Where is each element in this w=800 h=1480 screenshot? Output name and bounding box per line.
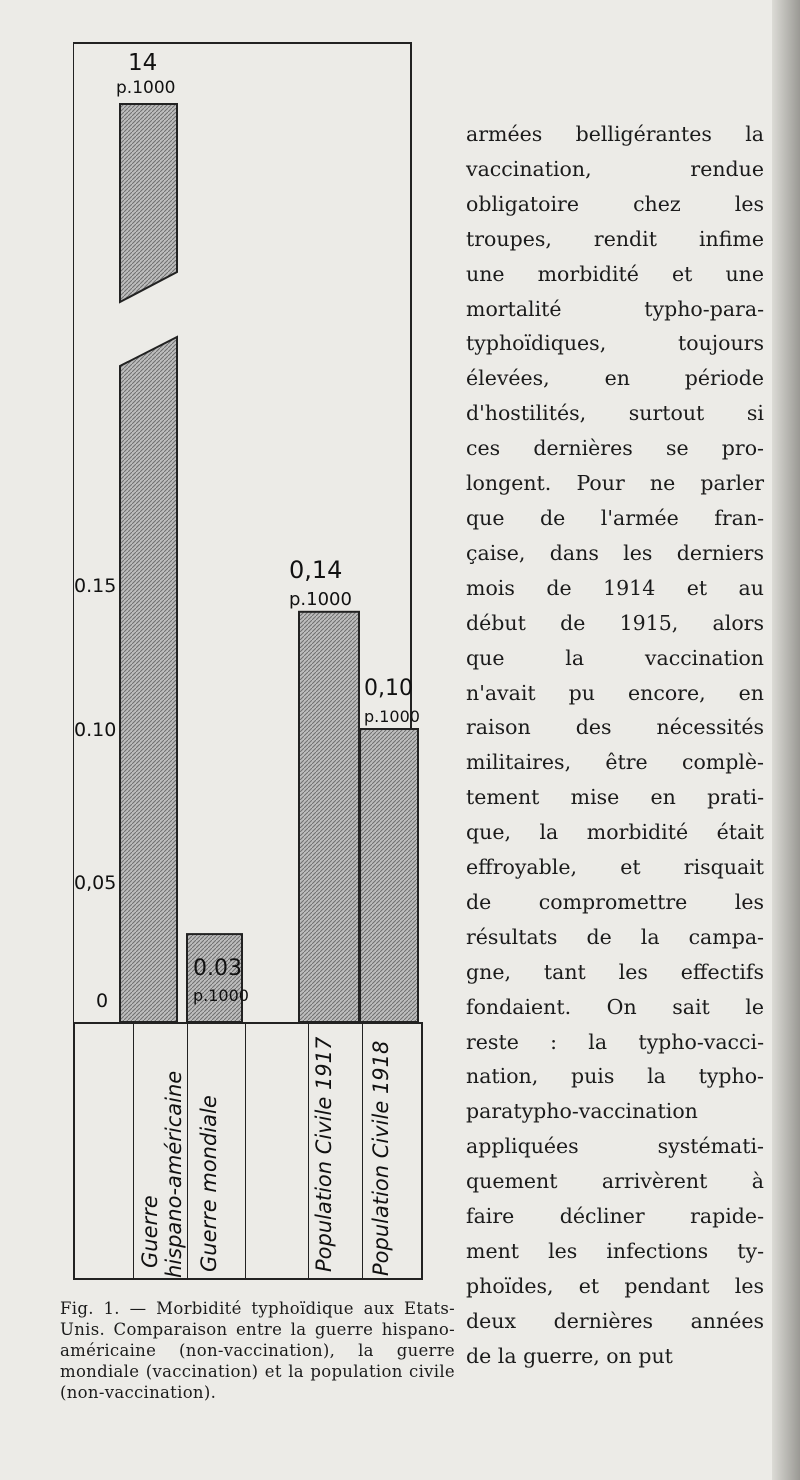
bar-civile-1918 [360, 729, 418, 1022]
y-tick-label: 0.10 [74, 719, 117, 741]
y-tick-label: 0.15 [74, 575, 117, 597]
body-text-column [466, 117, 764, 1374]
body-text-line: que de l'armée fran- [466, 505, 764, 530]
data-label-unit: p.1000 [289, 589, 352, 610]
body-text-line: deux dernières années [466, 1308, 764, 1333]
body-text-line: ces dernières se pro- [466, 436, 764, 461]
body-text-line: phoïdes, et pendant les [466, 1273, 764, 1298]
category-divider [187, 1024, 188, 1278]
data-label-value: 14 [128, 50, 158, 76]
body-text-line: élevées, en période [466, 366, 764, 391]
category-label-hispano-americaine: hispano-américaine [162, 1070, 186, 1278]
body-text-line: raison des nécessités [466, 715, 764, 740]
body-text-line: que, la morbidité était [466, 820, 764, 845]
body-text-line: fondaient. On sait le [466, 994, 764, 1019]
figure-caption [60, 1298, 455, 1403]
body-text-line: gne, tant les effectifs [466, 959, 764, 984]
body-text-line: que la vaccination [466, 645, 764, 670]
figure-caption-text: — Morbidité typhoïdique aux Etats-Unis. Comparaison entre la guerre hispano-américaine (non-vaccination), la guerre mondiale (vaccination) et la population civile (non-vaccination). [60, 1299, 456, 1402]
y-tick-label: 0 [96, 990, 109, 1012]
body-text-line: militaires, être complè- [466, 750, 764, 775]
body-text-line: faire décliner rapide- [466, 1204, 764, 1229]
body-text-line: de la guerre, on put [466, 1343, 673, 1368]
body-text-line: paratypho-vaccination [466, 1099, 698, 1124]
body-text-line: quement arrivèrent à [466, 1169, 764, 1194]
data-label-value: 0.03 [193, 956, 242, 981]
body-text-line: d'hostilités, surtout si [466, 401, 764, 426]
body-text-line: tement mise en prati- [466, 785, 764, 810]
category-divider [245, 1024, 246, 1278]
bar-guerre-hispano-americaine-lower [120, 337, 177, 1022]
body-text-line: çaise, dans les derniers [466, 540, 764, 565]
body-text-line: obligatoire chez les [466, 191, 764, 216]
category-label-guerre: Guerre [138, 1195, 162, 1268]
body-text-line: typhoïdiques, toujours [466, 331, 764, 356]
y-tick-label: 0,05 [74, 872, 117, 894]
body-text-line: nation, puis la typho- [466, 1064, 764, 1089]
body-text-line: de compromettre les [466, 889, 764, 914]
data-label-unit: p.1000 [193, 986, 249, 1005]
body-text-line: vaccination, rendue [466, 156, 764, 181]
body-text-line: effroyable, et risquait [466, 855, 764, 880]
body-text-line: ment les infections ty- [466, 1239, 764, 1263]
data-label-value: 0,14 [289, 556, 343, 584]
data-label-unit: p.1000 [364, 707, 420, 726]
data-label-value: 0,10 [364, 676, 413, 701]
category-divider [133, 1024, 134, 1278]
category-divider [362, 1024, 363, 1278]
bar-guerre-hispano-americaine-upper [120, 104, 177, 302]
body-text-line: appliquées systémati- [466, 1134, 764, 1159]
body-text-line: armées belligérantes la [466, 122, 764, 146]
category-label-guerre-mondiale: Guerre mondiale [197, 1095, 221, 1272]
body-text-line: longent. Pour ne parler [466, 471, 764, 496]
body-text-line: n'avait pu encore, en [466, 680, 764, 705]
body-text-line: reste : la typho-vacci- [466, 1029, 764, 1054]
body-text-line: début de 1915, alors [466, 610, 764, 635]
body-text-line: mortalité typho-para- [466, 296, 764, 321]
category-label-population-1918: Population Civile 1918 [369, 1040, 393, 1276]
figure-number: Fig. 1. [60, 1299, 120, 1318]
body-text-line: troupes, rendit infime [466, 226, 764, 251]
body-text-line: une morbidité et une [466, 261, 764, 286]
category-label-population-1917: Population Civile 1917 [312, 1036, 336, 1272]
body-text-line: mois de 1914 et au [466, 575, 764, 600]
bar-civile-1917 [299, 612, 359, 1022]
category-divider [308, 1024, 309, 1278]
data-label-unit: p.1000 [116, 78, 176, 98]
body-text-line: résultats de la campa- [466, 924, 764, 949]
